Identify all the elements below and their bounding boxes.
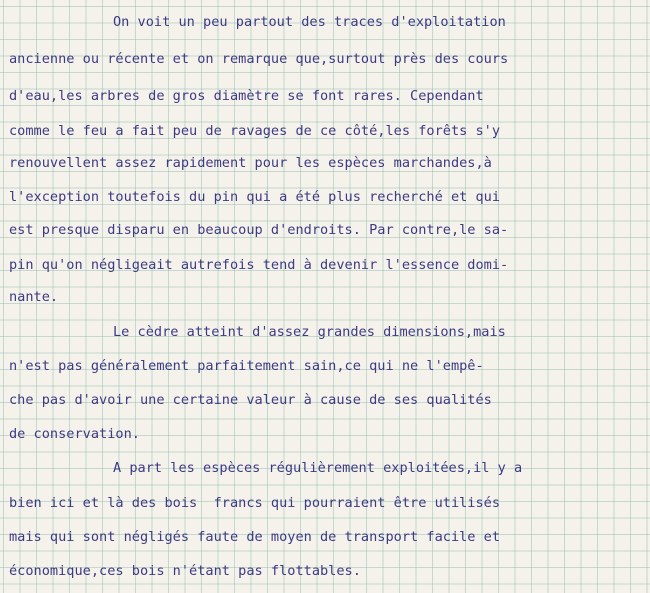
text-line: renouvellent assez rapidement pour les espèces marchandes,à bbox=[9, 155, 492, 171]
text-line: che pas d'avoir une certaine valeur à cause de ses qualités bbox=[9, 392, 492, 408]
text-line: pin qu'on négligeait autrefois tend à devenir l'essence domi- bbox=[9, 257, 509, 273]
text-line: mais qui sont négligés faute de moyen de transport facile et bbox=[9, 529, 501, 545]
text-line: nante. bbox=[9, 289, 59, 305]
text-line: On voit un peu partout des traces d'exploitation bbox=[113, 14, 506, 30]
text-line: est presque disparu en beaucoup d'endroits. Par contre,le sa- bbox=[9, 222, 509, 238]
text-line: n'est pas généralement parfaitement sain,ce qui ne l'empê- bbox=[9, 358, 484, 374]
text-line: comme le feu a fait peu de ravages de ce côté,les forêts s'y bbox=[9, 123, 501, 139]
text-line: économique,ces bois n'étant pas flottables. bbox=[9, 563, 361, 579]
text-line: bien ici et là des bois francs qui pourraient être utilisés bbox=[9, 495, 501, 511]
text-line: de conservation. bbox=[9, 426, 140, 442]
text-line: Le cèdre atteint d'assez grandes dimensions,mais bbox=[113, 324, 506, 340]
text-line: d'eau,les arbres de gros diamètre se font rares. Cependant bbox=[9, 88, 484, 104]
text-line: ancienne ou récente et on remarque que,surtout près des cours bbox=[9, 51, 509, 67]
text-line: A part les espèces régulièrement exploitées,il y a bbox=[113, 460, 523, 476]
text-line: l'exception toutefois du pin qui a été plus recherché et qui bbox=[9, 189, 501, 205]
